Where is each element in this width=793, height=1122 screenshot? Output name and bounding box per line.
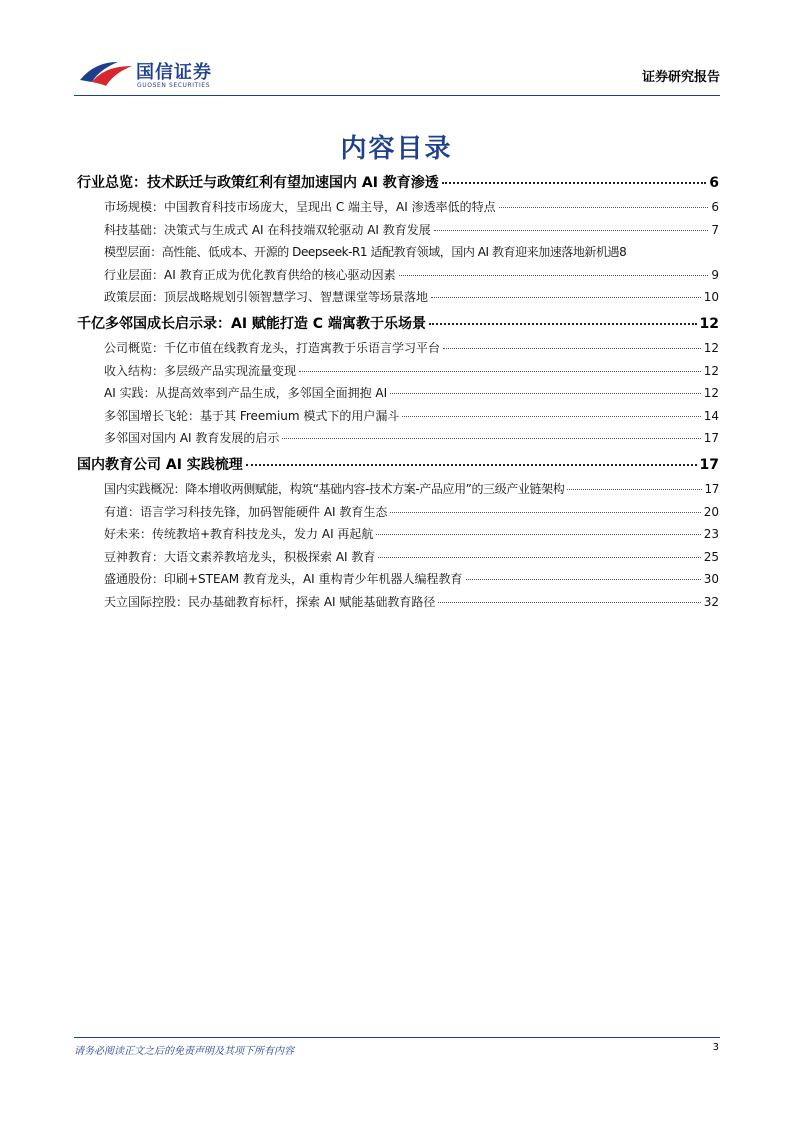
toc-item-title: 行业层面：AI 教育正成为优化教育供给的核心驱动因素: [104, 267, 396, 282]
toc-page-number: 17: [703, 431, 719, 446]
toc-item[interactable]: [77, 427, 719, 450]
toc-item-title: 市场规模：中国教育科技市场庞大，呈现出 C 端主导，AI 渗透率低的特点: [104, 200, 496, 214]
toc-section-title: 行业总览：技术跃迁与政策红利有望加速国内 AI 教育渗透: [77, 175, 439, 191]
toc-item-title: 模型层面：高性能、低成本、开源的 Deepseek-R1 适配教育领域，国内 AI 教育迎来加速落地新机遇: [104, 245, 620, 260]
report-type: 证券研究报告: [641, 70, 720, 85]
toc-leader: [434, 230, 709, 231]
toc-page-number: 23: [703, 527, 719, 542]
toc-page-number: 8: [619, 245, 627, 260]
toc-item-title: 多邻国对国内 AI 教育发展的启示: [104, 431, 280, 446]
toc-leader: [466, 579, 701, 580]
toc-section[interactable]: [77, 311, 719, 337]
toc-page-number: 12: [703, 386, 719, 401]
toc-leader: [399, 275, 709, 276]
footer-divider: [74, 1037, 720, 1038]
toc-leader: [376, 534, 700, 535]
toc-page-number: 6: [709, 175, 719, 191]
toc-page-number: 30: [703, 572, 719, 587]
toc-item-title: 国内实践概况：降本增收两侧赋能，构筑“基础内容-技术方案-产品应用”的三级产业链架构: [104, 481, 565, 496]
toc-item-title: 有道：语言学习科技先锋，加码智能硬件 AI 教育生态: [104, 504, 388, 519]
toc-item-title: AI 实践：从提高效率到产品生成，多邻国全面拥抱 AI: [104, 386, 388, 401]
toc-item-title: 多邻国增长飞轮：基于其 Freemium 模式下的用户漏斗: [104, 408, 400, 423]
toc-page-number: 6: [711, 200, 719, 214]
toc-page-number: 17: [704, 481, 719, 496]
toc-item-title: 政策层面：顶层战略规划引领智慧学习、智慧课堂等场景落地: [104, 290, 429, 305]
toc-section[interactable]: [77, 452, 719, 478]
logo-name-en: GUOSEN SECURITIES: [137, 82, 211, 89]
toc-page-number: 9: [711, 267, 719, 282]
toc-item[interactable]: [77, 501, 719, 524]
toc-leader: [378, 557, 700, 558]
toc-item[interactable]: [77, 360, 719, 383]
toc-section-title: 国内教育公司 AI 实践梳理: [77, 456, 243, 473]
toc-item-title: 好未来：传统教培+教育科技龙头，发力 AI 再起航: [104, 527, 374, 542]
toc-item[interactable]: [77, 591, 719, 614]
toc-item-title: 科技基础：决策式与生成式 AI 在科技端双轮驱动 AI 教育发展: [104, 222, 431, 237]
toc-leader: [246, 464, 697, 466]
toc-item-title: 盛通股份：印刷+STEAM 教育龙头，AI 重构青少年机器人编程教育: [104, 572, 463, 587]
toc-item[interactable]: [77, 286, 719, 309]
toc-item[interactable]: [77, 478, 719, 501]
logo-name-cn: 国信证券: [136, 62, 212, 83]
toc-item[interactable]: [77, 241, 719, 264]
toc-page-number: 20: [703, 504, 719, 519]
toc-leader: [442, 182, 706, 184]
toc-page-number: 17: [699, 456, 719, 473]
toc-page-number: 12: [703, 340, 719, 355]
toc-item[interactable]: [77, 568, 719, 591]
toc-leader: [438, 602, 700, 603]
toc-section-title: 千亿多邻国成长启示录：AI 赋能打造 C 端寓教于乐场景: [77, 315, 426, 332]
table-of-contents: [77, 168, 719, 614]
toc-section[interactable]: [77, 170, 719, 196]
toc-page-number: 25: [703, 549, 719, 564]
toc-item[interactable]: [77, 196, 719, 219]
toc-leader: [443, 348, 701, 349]
page-number: 3: [712, 1042, 719, 1053]
toc-item-title: 公司概览：千亿市值在线教育龙头，打造寓教于乐语言学习平台: [104, 340, 441, 355]
toc-item[interactable]: [77, 219, 719, 242]
toc-item-title: 豆神教育：大语文素养教培龙头，积极探索 AI 教育: [104, 549, 376, 564]
footer-disclaimer: 请务必阅读正文之后的免责声明及其项下所有内容: [74, 1046, 294, 1057]
toc-title: 内容目录: [340, 134, 453, 164]
header-divider: [74, 95, 720, 96]
toc-item-title: 天立国际控股：民办基础教育标杆，探索 AI 赋能基础教育路径: [104, 594, 436, 609]
toc-page-number: 12: [703, 363, 719, 378]
toc-leader: [402, 416, 700, 417]
toc-page-number: 7: [711, 222, 719, 237]
toc-item-title: 收入结构：多层级产品实现流量变现: [104, 363, 297, 378]
toc-page-number: 12: [699, 315, 719, 332]
toc-leader: [390, 393, 701, 394]
toc-item[interactable]: [77, 405, 719, 428]
toc-page-number: 10: [703, 290, 719, 305]
toc-item[interactable]: [77, 337, 719, 360]
toc-leader: [390, 512, 700, 513]
toc-page-number: 14: [703, 408, 719, 423]
page-header: [74, 52, 720, 96]
toc-leader: [499, 207, 709, 208]
toc-leader: [282, 438, 700, 439]
toc-leader: [429, 323, 697, 325]
toc-leader: [431, 297, 701, 298]
toc-item[interactable]: [77, 382, 719, 405]
toc-leader: [567, 489, 701, 490]
toc-item[interactable]: [77, 546, 719, 569]
toc-item[interactable]: [77, 264, 719, 287]
toc-item[interactable]: [77, 523, 719, 546]
guosen-logo-icon: [78, 58, 134, 88]
toc-page-number: 32: [703, 594, 719, 609]
toc-leader: [299, 371, 701, 372]
